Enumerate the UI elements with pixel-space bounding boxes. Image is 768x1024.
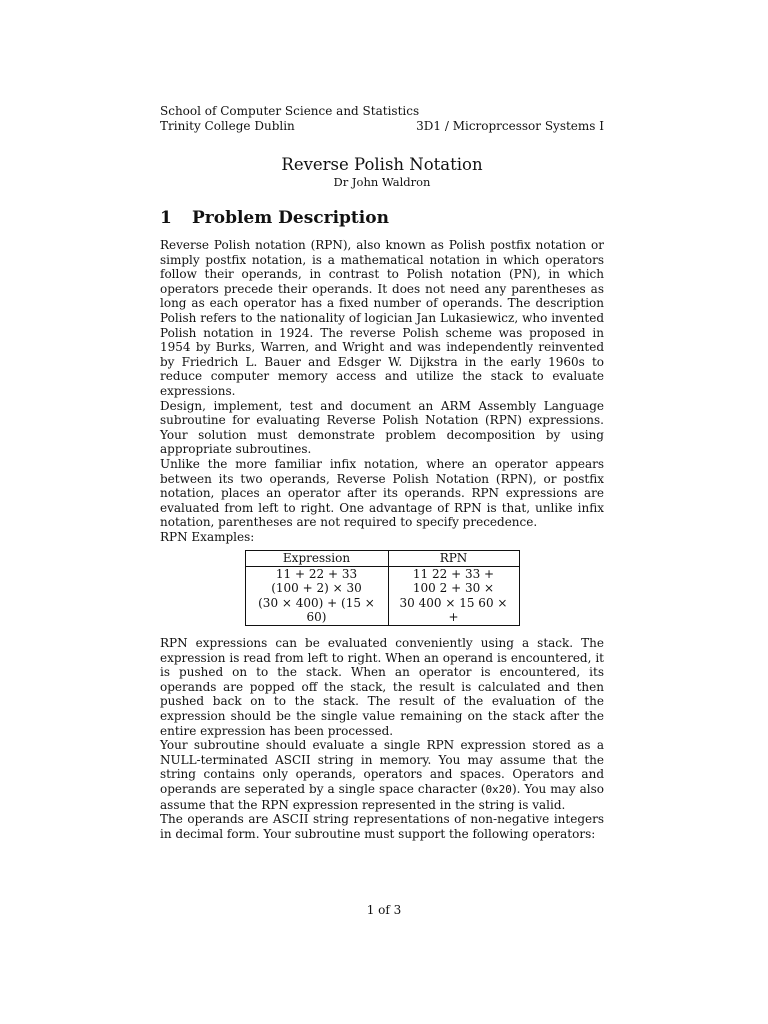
- space-char-code: 0x20: [485, 782, 512, 796]
- paragraph-infix: Unlike the more familiar infix notation, where an operator appears between its two operands, Reverse Polish Notation (RPN), or postfix notation, places an operator after its operands. RPN expressions are evaluated from left to right. One advantage of RPN is that, unlike infix notation, parentheses are not required to specify precedence.: [160, 456, 604, 530]
- column-header-expression: Expression: [245, 551, 388, 567]
- table-cell-expression: 11 + 22 + 33: [245, 566, 388, 581]
- paragraph-subroutine-text-a: Your subroutine should evaluate a single RPN expression stored as a NULL-terminated ASCII string in memory. You may assume that the string contains only operands, operators and spaces. Operators and operands are seperated by a single space character (: [160, 738, 604, 796]
- document-author: Dr John Waldron: [333, 175, 431, 189]
- table-cell-expression: (100 + 2) × 30: [245, 581, 388, 596]
- table-row: [245, 566, 519, 581]
- section-number: 1: [160, 208, 172, 228]
- paragraph-stack-evaluation: RPN expressions can be evaluated conveniently using a stack. The expression is read from left to right. When an operand is encountered, it is pushed on to the stack. When an operator is encountered, its operands are popped off the stack, the result is calculated and then pushed back on to the stack. The result of the evaluation of the expression should be the single value remaining on the stack after the entire expression has been processed.: [160, 635, 604, 738]
- column-header-rpn: RPN: [388, 551, 519, 567]
- page-header: [160, 104, 604, 134]
- paragraph-rpn-intro: Reverse Polish notation (RPN), also known as Polish postfix notation or simply postfix notation, is a mathematical notation in which operators follow their operands, in contrast to Polish notation (PN), in which operators precede their operands. It does not need any parentheses as long as each operator has a fixed number of operands. The description Polish refers to the nationality of logician Jan Lukasiewicz, who invented Polish notation in 1924. The reverse Polish scheme was proposed in 1954 by Burks, Warren, and Wright and was independently reinvented by Friedrich L. Bauer and Edsger W. Dijkstra in the early 1960s to reduce computer memory access and utilize the stack to evaluate expressions.: [160, 238, 604, 398]
- page-number: 1 of 3: [366, 903, 402, 917]
- school-name: School of Computer Science and Statistics: [160, 104, 420, 118]
- college-name: Trinity College Dublin: [160, 119, 295, 133]
- paragraph-examples-label: RPN Examples:: [160, 529, 255, 544]
- rpn-examples-table: [245, 550, 520, 626]
- section-heading: [160, 207, 604, 229]
- table-cell-expression: (30 × 400) + (15 × 60): [245, 596, 388, 626]
- table-cell-rpn: 11 22 + 33 +: [388, 566, 519, 581]
- document-page: [160, 104, 604, 841]
- table-cell-rpn: 30 400 × 15 60 × +: [388, 596, 519, 626]
- paragraph-subroutine-text-b: ). You may also assume that the RPN expression represented in the string is valid.: [160, 781, 604, 812]
- table-row: [245, 581, 519, 596]
- section-title: Problem Description: [192, 208, 389, 228]
- table-header-row: [245, 551, 519, 567]
- table-cell-rpn: 100 2 + 30 ×: [388, 581, 519, 596]
- course-name: 3D1 / Microprcessor Systems I: [416, 119, 604, 133]
- paragraph-task: Design, implement, test and document an ARM Assembly Language subroutine for evaluating Reverse Polish Notation (RPN) expressions. Your solution must demonstrate problem decomposition by using appropriate subroutines.: [160, 398, 604, 457]
- paragraph-subroutine-input: [160, 738, 604, 812]
- paragraph-operands: The operands are ASCII string representations of non-negative integers in decimal form. Your subroutine must support the following operators:: [160, 812, 604, 841]
- document-title: Reverse Polish Notation: [281, 155, 483, 174]
- table-row: [245, 596, 519, 626]
